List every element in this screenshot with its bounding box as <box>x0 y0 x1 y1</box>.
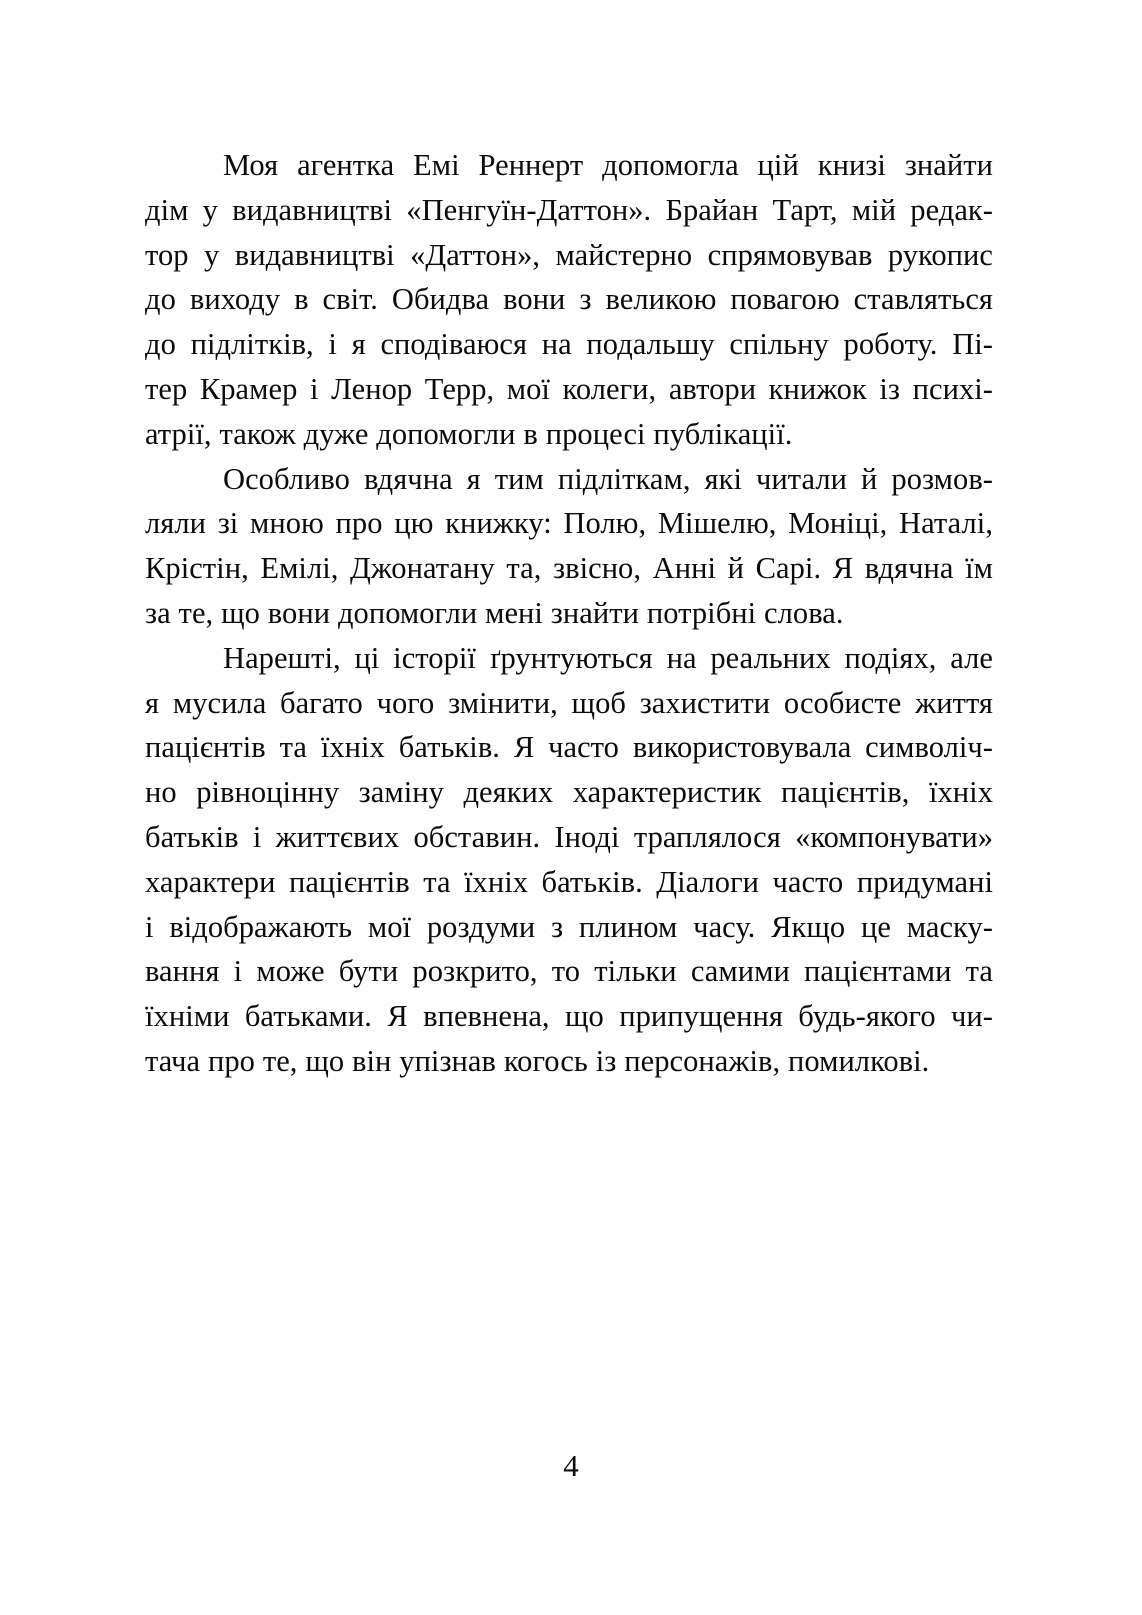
text-line: батьків і життєвих обставин. Іноді траплялося «компонувати» <box>145 819 993 854</box>
text-line: до підлітків, і я сподіваюся на подальшу спільну роботу. Пі- <box>145 327 993 362</box>
paragraph-1 <box>145 143 993 457</box>
text-line: характери пацієнтів та їхніх батьків. Діалоги часто придумані <box>145 864 993 899</box>
text-line: ляли зі мною про цю книжку: Полю, Мішелю, Моніці, Наталі, <box>145 506 993 541</box>
text-line: Особливо вдячна я тим підліткам, які читали й розмов- <box>223 461 993 496</box>
page-body-text <box>145 143 993 1084</box>
text-line: Нарешті, ці історії ґрунтуються на реальних подіях, але <box>223 640 993 675</box>
text-line: до виходу в світ. Обидва вони з великою повагою ставляться <box>145 282 993 317</box>
text-line: Крістін, Емілі, Джонатану та, звісно, Анні й Сарі. Я вдячна їм <box>145 551 993 586</box>
paragraph-2 <box>145 457 993 636</box>
text-line: тор у видавництві «Даттон», майстерно спрямовував рукопис <box>145 237 993 272</box>
paragraph-3 <box>145 636 993 1084</box>
text-line: тача про те, що він упізнав когось із персонажів, помилкові. <box>145 1043 930 1078</box>
text-line: Моя агентка Емі Реннерт допомогла цій книзі знайти <box>223 148 993 182</box>
text-line: дім у видавництві «Пенгуїн-Даттон». Брайан Тарт, мій редак- <box>145 192 993 227</box>
text-line: тер Крамер і Ленор Терр, мої колеги, автори книжок із психі- <box>145 371 993 406</box>
text-line: пацієнтів та їхніх батьків. Я часто використовувала символіч- <box>145 730 993 765</box>
text-line: атрії, також дуже допомогли в процесі публікації. <box>145 416 793 451</box>
text-line: но рівноцінну заміну деяких характеристик пацієнтів, їхніх <box>145 775 993 810</box>
text-line: я мусила багато чого змінити, щоб захистити особисте життя <box>145 685 993 720</box>
page-number: 4 <box>563 1448 579 1483</box>
text-line: за те, що вони допомогли мені знайти потрібні слова. <box>145 595 844 630</box>
text-line: і відображають мої роздуми з плином часу. Якщо це маску- <box>145 909 993 944</box>
text-line: вання і може бути розкрито, то тільки самими пацієнтами та <box>145 954 993 989</box>
text-line: їхніми батьками. Я впевнена, що припущення будь-якого чи- <box>145 999 993 1034</box>
